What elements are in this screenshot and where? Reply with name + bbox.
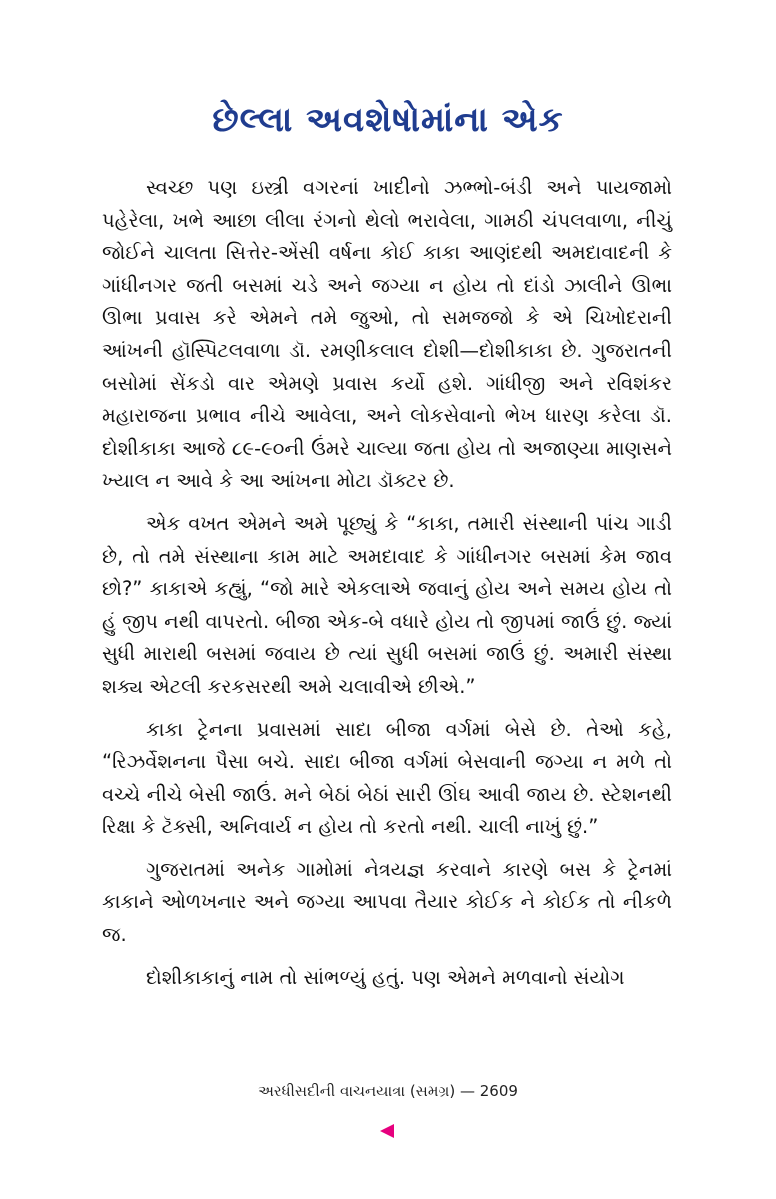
previous-page-arrow-icon[interactable] [380,1124,394,1138]
paragraph-5: દોશીકાકાનું નામ તો સાંભળ્યું હતું. પણ એમને મળવાનો સંયોગ [146,965,625,989]
paragraph-4: ગુજરાતમાં અનેક ગામોમાં નેત્રયજ્ઞ કરવાને કારણે બસ કે ટ્રેનમાં કાકાને ઓળખનાર અને જગ્યા આપવા તૈયાર કોઈક ને કોઈક તો નીકળે જ. [102,857,672,947]
paragraph-2: એક વખત એમને અમે પૂછ્યું કે “કાકા, તમારી સંસ્થાની પાંચ ગાડી છે, તો તમે સંસ્થાના કામ માટે અમદાવાદ કે ગાંધીનગર બસમાં કેમ જાવ છો?” કાકાએ કહ્યું, “જો મારે એકલાએ જવાનું હોય અને સમય હોય તો હું જીપ નથી વાપરતો. બીજા એક-બે વધારે હોય તો જીપમાં જાઉં છું. જ્યાં સુધી મારાથી બસમાં જવાય છે ત્યાં સુધી બસમાં જાઉં છું. અમારી સંસ્થા શક્ય એટલી કરકસરથી અમે ચલાવીએ છીએ.” [102,511,672,698]
paragraph-3: કાકા ટ્રેનના પ્રવાસમાં સાદા બીજા વર્ગમાં બેસે છે. તેઓ કહે, “રિઝર્વેશનના પૈસા બચે. સાદા બીજા વર્ગમાં બેસવાની જગ્યા ન મળે તો વચ્ચે નીચે બેસી જાઉં. મને બેઠાં બેઠાં સારી ઊંઘ આવી જાય છે. સ્ટેશનથી રિક્ષા કે ટૅક્સી, અનિવાર્ય ન હોય તો કરતો નથી. ચાલી નાખું છું.” [102,717,672,839]
article-body [102,172,672,1004]
paragraph-1: સ્વચ્છ પણ ઇસ્ત્રી વગરનાં ખાદીનો ઝભ્ભો-બંડી અને પાયજામો પહેરેલા, ખભે આછા લીલા રંગનો થેલો ભરાવેલા, ગામઠી ચંપલવાળા, નીચું જોઈને ચાલતા સિત્તેર-એંસી વર્ષના કોઈ કાકા આણંદથી અમદાવાદની કે ગાંધીનગર જતી બસમાં ચડે અને જગ્યા ન હોય તો દાંડો ઝાલીને ઊભા ઊભા પ્રવાસ કરે એમને તમે જુઓ, તો સમજજો કે એ ચિખોદરાની આંખની હૉસ્પિટલવાળા ડૉ. રમણીકલાલ દોશી—દોશીકાકા છે. ગુજરાતની બસોમાં સેંકડો વાર એમણે પ્રવાસ કર્યો હશે. ગાંધીજી અને રવિશંકર મહારાજના પ્રભાવ નીચે આવેલા, અને લોકસેવાનો ભેખ ધારણ કરેલા ડૉ. દોશીકાકા આજે ૮૯-૯૦ની ઉંમરે ચાલ્યા જતા હોય તો અજાણ્યા માણસને ખ્યાલ ન આવે કે આ આંખના મોટા ડૉક્ટર છે. [102,176,672,493]
page-footer: અરધીસદીની વાચનયાત્રા (સમગ્ર) — 2609 [258,1082,518,1100]
page-title: છેલ્લા અવશેષોમાંના એક [212,100,564,140]
